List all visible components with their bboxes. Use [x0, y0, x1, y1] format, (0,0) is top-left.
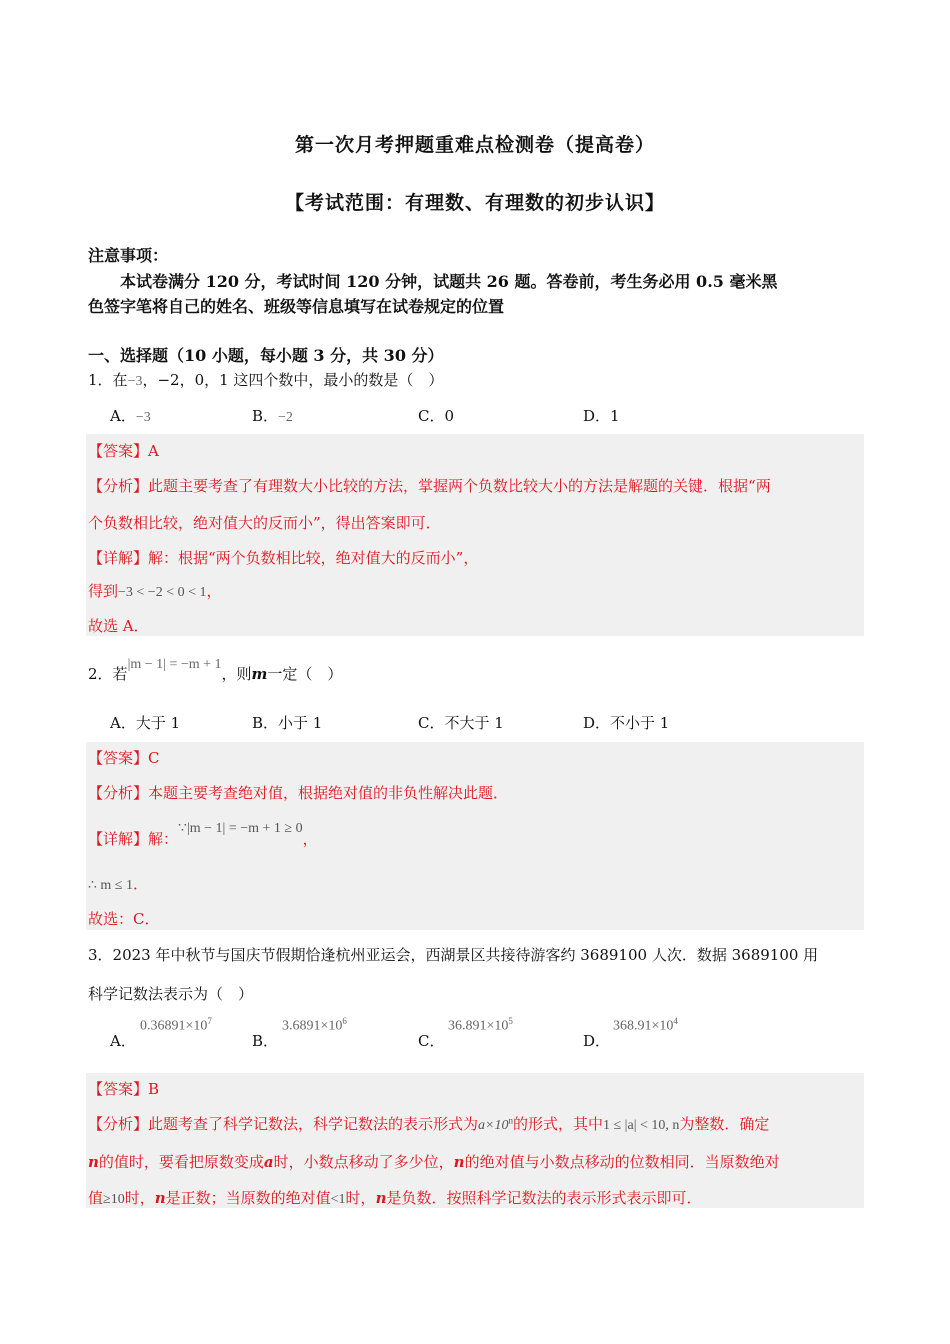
q3-answer: 【答案】B — [88, 1080, 160, 1098]
q3-analysis-line-1: 【分析】此题考查了科学记数法，科学记数法的表示形式为$a\times 10^n$的形式，其中1 ≤ |a| < 10, n为整数．确定 — [88, 1115, 770, 1133]
q3-option-b-label[interactable]: B． — [252, 1032, 279, 1050]
q2-option-a[interactable]: A．大于 1 — [110, 714, 181, 732]
q1-detail-line-1: 【详解】解：根据“两个负数相比较，绝对值大的反而小”， — [88, 549, 479, 567]
question-1-stem — [88, 369, 443, 390]
q2-answer: 【答案】C — [88, 749, 160, 767]
q3-analysis-line-2: n的值时，要看把原数变成a时，小数点移动了多少位，n的绝对值与小数点移动的位数相同．当原数绝对 — [88, 1153, 780, 1171]
q1-option-d[interactable]: D．1 — [583, 407, 620, 425]
q1-analysis-line-1: 【分析】此题主要考查了有理数大小比较的方法，掌握两个负数比较大小的方法是解题的关键．根据“两 — [88, 477, 771, 495]
q1-option-c[interactable]: C．0 — [418, 407, 455, 425]
q1-stem-math: −3 — [127, 374, 143, 389]
q3-option-d-label[interactable]: D． — [583, 1032, 611, 1050]
q1-stem-b: ，−2，0，1 这四个数中，最小的数是（ ） — [142, 371, 444, 389]
question-3-stem-2: 科学记数法表示为（ ） — [88, 985, 254, 1003]
q2-detail-line-2: ∴ m ≤ 1． — [88, 875, 148, 893]
q1-answer-box — [86, 434, 864, 636]
notice-line-2: 色签字笔将自己的姓名、班级等信息填写在试卷规定的位置 — [88, 297, 505, 316]
q2-stem-math: |m − 1| = −m + 1 — [127, 657, 222, 672]
q1-number: 1． — [88, 371, 113, 389]
q1-stem-a: 在 — [112, 371, 128, 389]
q2-option-c[interactable]: C．不大于 1 — [418, 714, 504, 732]
q1-answer: 【答案】A — [88, 442, 159, 460]
q2-option-d[interactable]: D．不小于 1 — [583, 714, 670, 732]
q3-analysis-line-3: 值≥10时，n是正数；当原数的绝对值<1时，n是负数．按照科学记数法的表示形式表示即可． — [88, 1189, 702, 1207]
q3-option-a-label[interactable]: A． — [110, 1032, 136, 1050]
question-2-stem: 2．若|m − 1| = −m + 1，则m一定（ ） — [88, 657, 343, 683]
q3-option-c-value[interactable]: $36.891\times 10^5$ — [448, 1016, 513, 1034]
section-heading: 一、选择题（10 小题，每小题 3 分，共 30 分） — [88, 346, 444, 365]
q2-detail-line-3: 故选：C． — [88, 910, 160, 928]
q2-analysis: 【分析】本题主要考查绝对值，根据绝对值的非负性解决此题． — [88, 784, 509, 802]
q3-option-d-value[interactable]: $368.91\times 10^4$ — [613, 1016, 678, 1034]
q2-detail-line-1: 【详解】解：∵|m − 1| = −m + 1 ≥ 0， — [88, 821, 318, 848]
page-title: 第一次月考押题重难点检测卷（提高卷） — [294, 134, 655, 156]
q1-detail-line-2: 得到−3 < −2 < 0 < 1， — [88, 582, 222, 600]
q3-option-a-value[interactable]: $0.36891\times 10^7$ — [140, 1016, 212, 1034]
notice-line-1: 本试卷满分 120 分，考试时间 120 分钟，试题共 26 题。答卷前，考生务必用 0.5 毫米黑 — [120, 272, 778, 291]
notice-label: 注意事项： — [88, 246, 169, 265]
q2-option-b[interactable]: B．小于 1 — [252, 714, 323, 732]
question-3-stem-1: 3．2023 年中秋节与国庆节假期恰逢杭州亚运会，西湖景区共接待游客约 3689100 人次．数据 3689100 用 — [88, 946, 819, 964]
exam-scope: 【考试范围：有理数、有理数的初步认识】 — [284, 192, 665, 214]
q3-option-b-value[interactable]: $3.6891\times 10^6$ — [282, 1016, 347, 1034]
q1-option-b[interactable]: B．−2 — [252, 407, 293, 425]
q1-detail-line-3: 故选 A． — [88, 617, 149, 635]
q1-option-a[interactable]: A．−3 — [110, 407, 151, 425]
q3-option-c-label[interactable]: C． — [418, 1032, 445, 1050]
q1-analysis-line-2: 个负数相比较，绝对值大的反而小”，得出答案即可． — [88, 514, 441, 532]
